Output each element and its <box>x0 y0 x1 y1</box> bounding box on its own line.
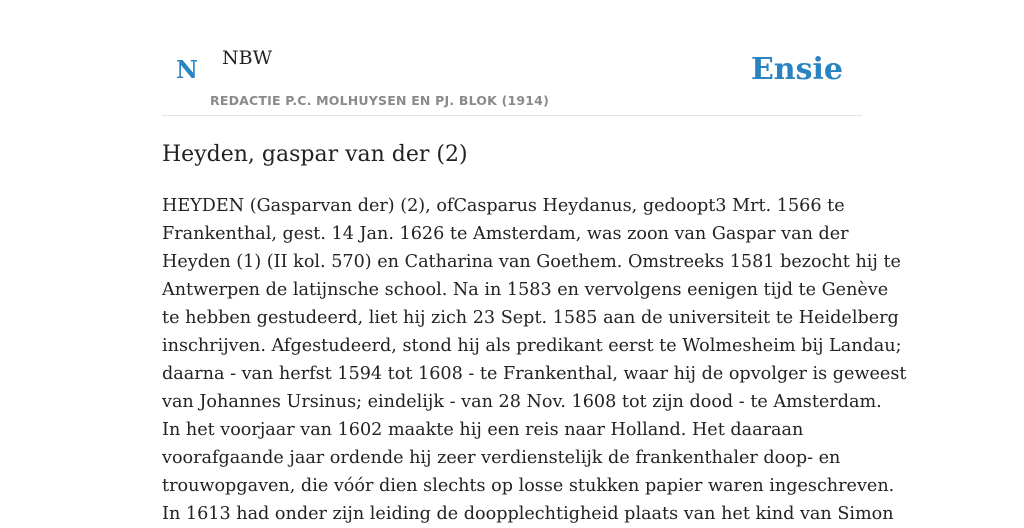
source-subtitle: REDACTIE P.C. MOLHUYSEN EN PJ. BLOK (1914) <box>210 93 549 108</box>
article-line: van Johannes Ursinus; eindelijk - van 28 Nov. 1608 tot zijn dood - te Amsterdam. <box>162 392 882 412</box>
header <box>162 0 862 116</box>
article-line: Heyden (1) (II kol. 570) en Catharina van Goethem. Omstreeks 1581 bezocht hij te <box>162 252 901 272</box>
article-line: daarna - van herfst 1594 tot 1608 - te Frankenthal, waar hij de opvolger is geweest <box>162 364 907 384</box>
site-name[interactable]: NBW <box>222 47 273 69</box>
article-line: Frankenthal, gest. 14 Jan. 1626 te Amsterdam, was zoon van Gaspar van der <box>162 224 849 244</box>
article-line: inschrijven. Afgestudeerd, stond hij als predikant eerst te Wolmesheim bij Landau; <box>162 336 902 356</box>
ensie-logo[interactable]: Ensie <box>750 52 843 87</box>
nbw-logo-mark[interactable]: N <box>176 55 198 84</box>
article-line: te hebben gestudeerd, liet hij zich 23 Sept. 1585 aan de universiteit te Heidelberg <box>162 308 899 328</box>
article-line: In 1613 had onder zijn leiding de doopplechtigheid plaats van het kind van Simon <box>162 504 894 524</box>
article-line: trouwopgaven, die vóór dien slechts op losse stukken papier waren ingeschreven. <box>162 476 895 496</box>
article-title: Heyden, gaspar van der (2) <box>162 142 468 167</box>
article-line: HEYDEN (Gasparvan der) (2), ofCasparus Heydanus, gedoopt3 Mrt. 1566 te <box>162 196 845 216</box>
article-body <box>162 192 907 528</box>
article-line: voorafgaande jaar ordende hij zeer verdienstelijk de frankenthaler doop- en <box>162 448 841 468</box>
article-line: In het voorjaar van 1602 maakte hij een reis naar Holland. Het daaraan <box>162 420 804 440</box>
article-line: Antwerpen de latijnsche school. Na in 1583 en vervolgens eenigen tijd te Genève <box>162 280 889 300</box>
